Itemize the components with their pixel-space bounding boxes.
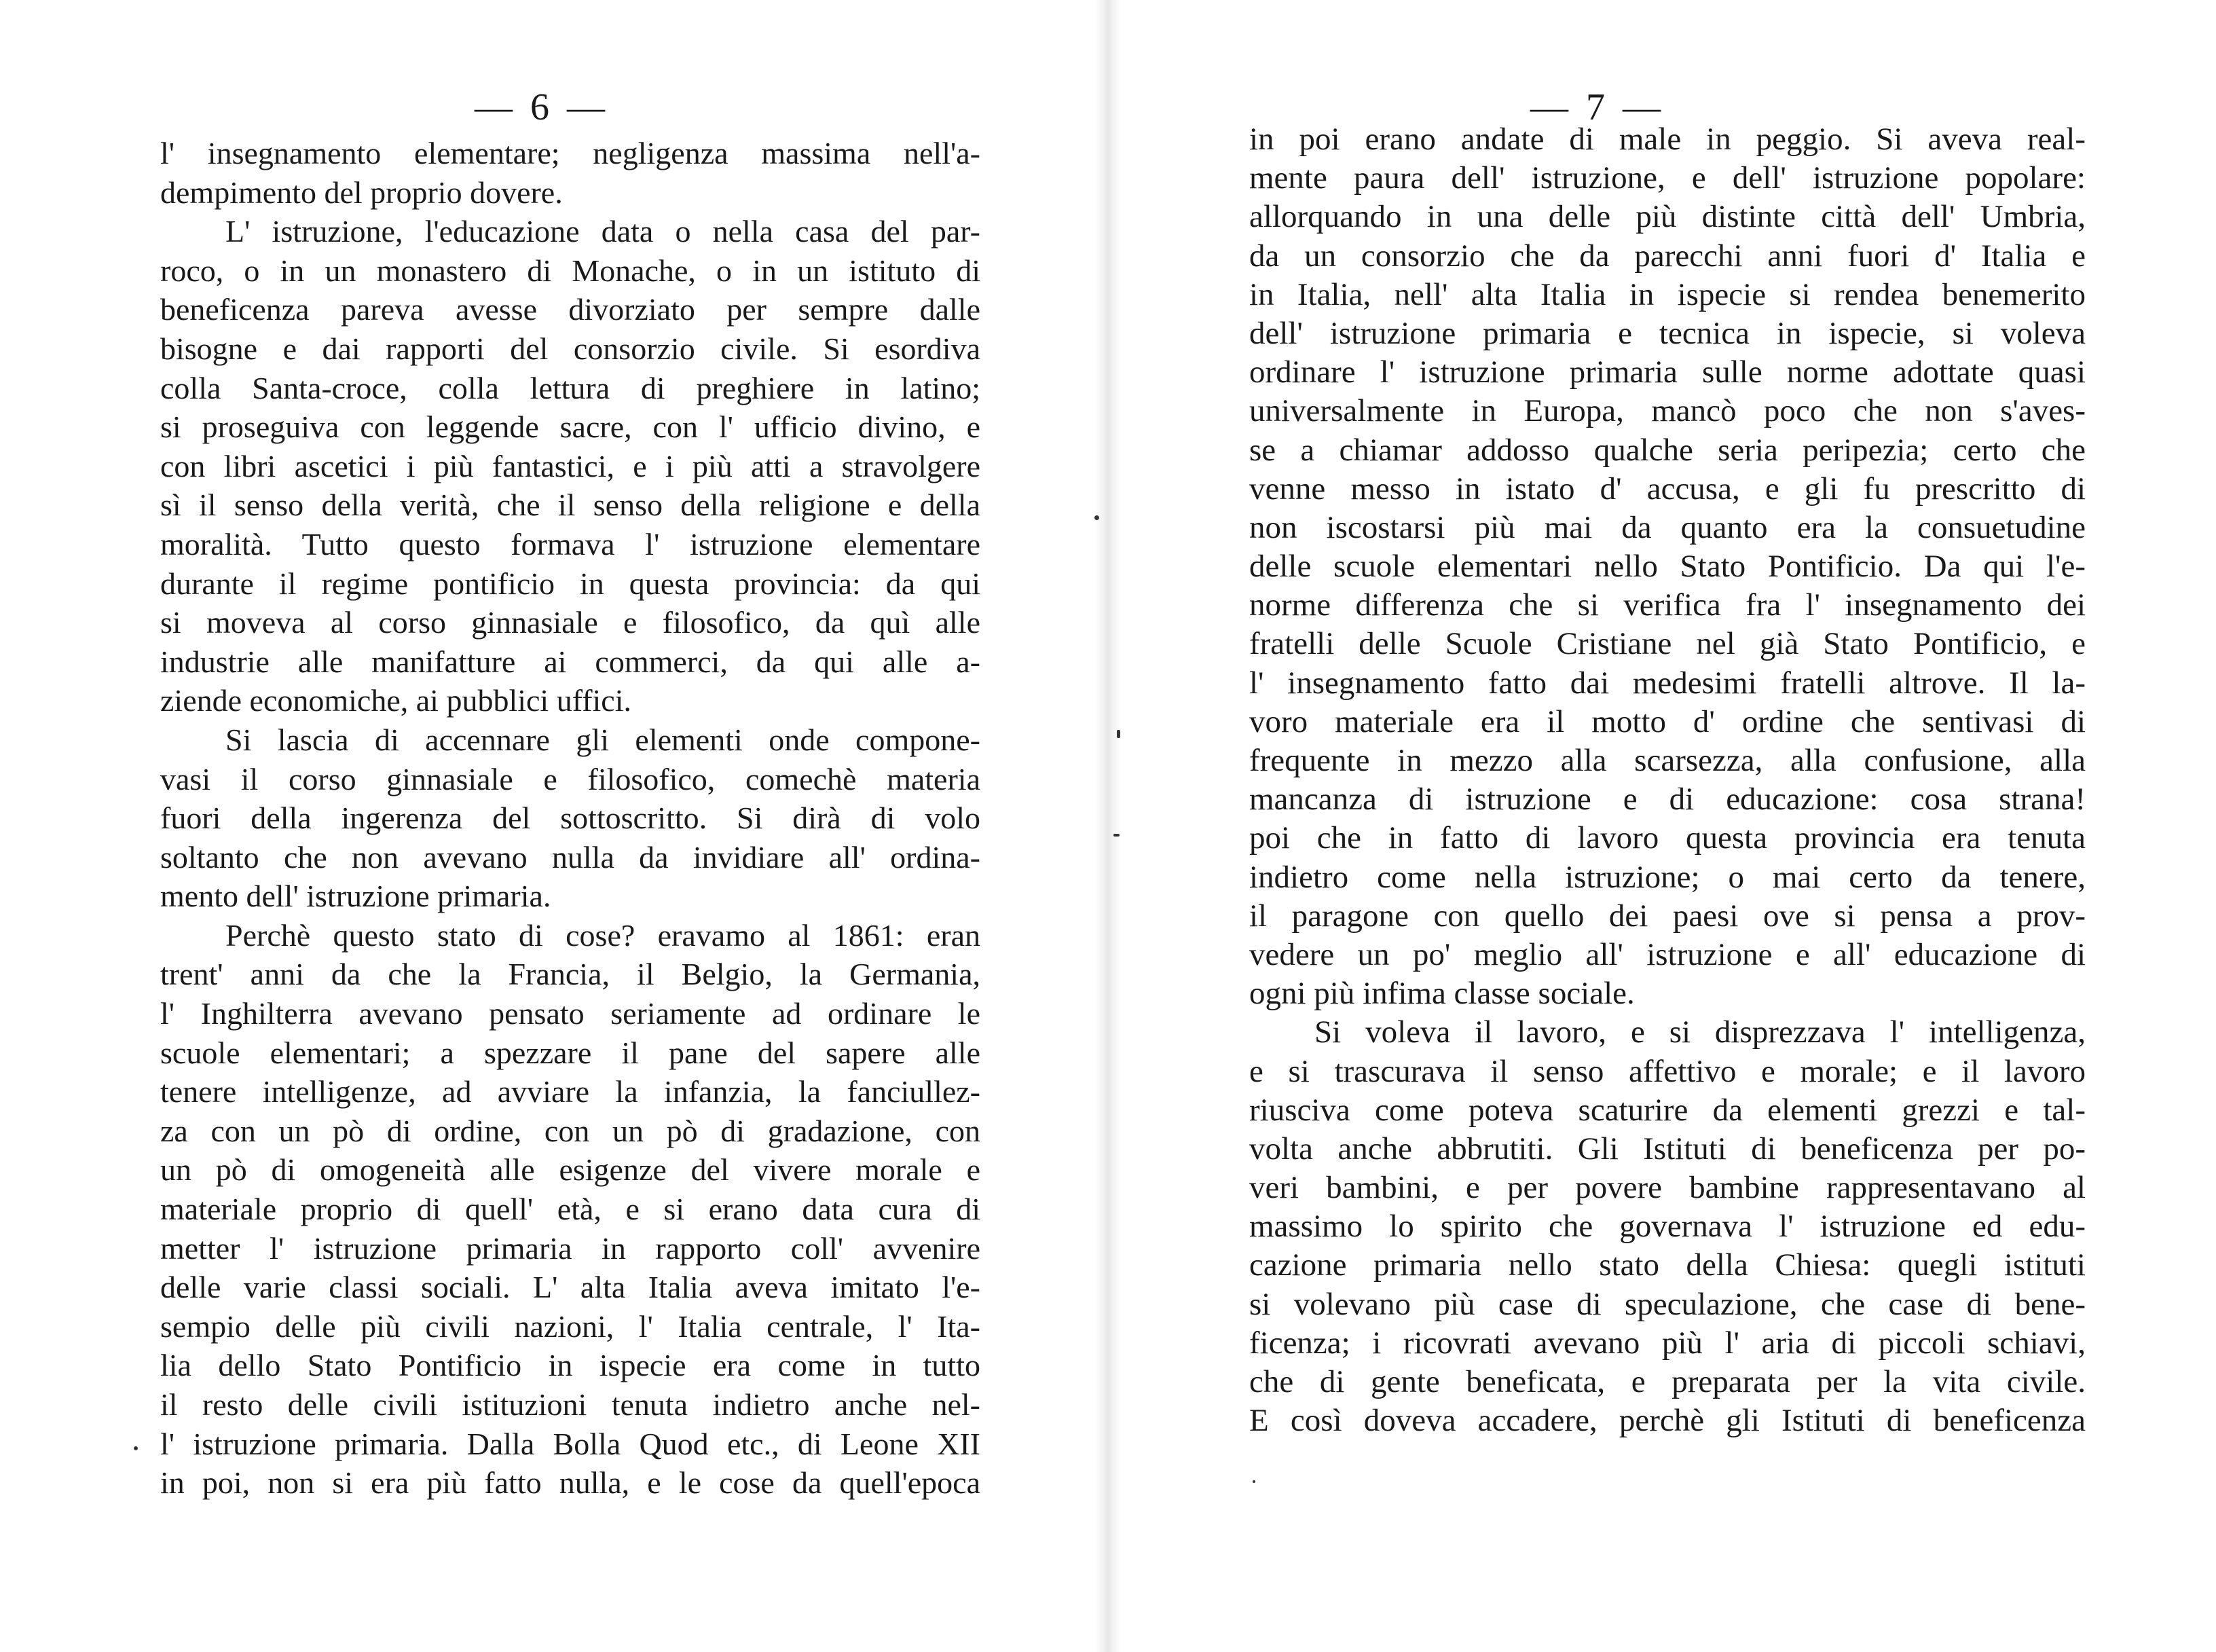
text-line: si proseguiva con leggende sacre, con l' ufficio divino, e [160, 409, 980, 445]
text-line: tenere intelligenze, ad avviare la infanzia, la fanciullez- [160, 1074, 980, 1109]
text-line: fratelli delle Scuole Cristiane nel già Stato Pontificio, e [1249, 626, 2086, 662]
text-line: massimo lo spirito che governava l' istruzione ed edu- [1249, 1209, 2086, 1245]
text-line: il paragone con quello dei paesi ove si pensa a prov- [1249, 898, 2086, 934]
ink-speck [134, 1446, 138, 1450]
text-line: norme differenza che si verifica fra l' insegnamento dei [1249, 587, 2086, 623]
text-line: mente paura dell' istruzione, e dell' istruzione popolare: [1249, 160, 2086, 196]
text-line: lia dello Stato Pontificio in ispecie era come in tutto [160, 1348, 980, 1383]
text-line: za con un pò di ordine, con un pò di gradazione, con [160, 1113, 980, 1148]
book-gutter [1094, 0, 1122, 1652]
text-line: allorquando in una delle più distinte città dell' Umbria, [1249, 199, 2086, 235]
text-line: frequente in mezzo alla scarsezza, alla confusione, alla [1249, 743, 2086, 778]
text-line: che di gente beneficata, e preparata per la vita civile. [1249, 1364, 2086, 1399]
text-line: in poi erano andate di male in peggio. Si aveva real- [1249, 122, 2086, 157]
page-number-left: — 6 — [475, 86, 609, 128]
text-line: L' istruzione, l'educazione data o nella casa del par- [225, 214, 980, 249]
text-line: delle scuole elementari nello Stato Pontificio. Da qui l'e- [1249, 549, 2086, 585]
text-line: colla Santa-croce, colla lettura di preghiere in latino; [160, 370, 980, 405]
ink-speck [1117, 730, 1120, 738]
page-number-right: — 7 — [1530, 86, 1665, 128]
text-line: trent' anni da che la Francia, il Belgio, la Germania, [160, 957, 980, 992]
text-line: voro materiale era il motto d' ordine che sentivasi di [1249, 703, 2086, 739]
text-line: l' insegnamento fatto dai medesimi fratelli altrove. Il la- [1249, 665, 2086, 701]
text-line: Si voleva il lavoro, e si disprezzava l' intelligenza, [1314, 1014, 2086, 1050]
text-line: scuole elementari; a spezzare il pane del sapere alle [160, 1035, 980, 1070]
text-line: delle varie classi sociali. L' alta Italia aveva imitato l'e- [160, 1270, 980, 1305]
text-line: l' Inghilterra avevano pensato seriamente ad ordinare le [160, 996, 980, 1031]
text-line: Si lascia di accennare gli elementi onde compone- [225, 722, 980, 757]
text-line: l' istruzione primaria. Dalla Bolla Quod etc., di Leone XII [160, 1426, 980, 1461]
text-line: il resto delle civili istituzioni tenuta indietro anche nel- [160, 1387, 980, 1422]
text-line: veri bambini, e per povere bambine rappresentavano al [1249, 1170, 2086, 1206]
left-page-text [160, 134, 980, 1503]
text-line: indietro come nella istruzione; o mai certo da tenere, [1249, 859, 2086, 895]
text-line: fuori della ingerenza del sottoscritto. Si dirà di volo [160, 801, 980, 836]
text-line: con libri ascetici i più fantastici, e i più atti a stravolgere [160, 448, 980, 483]
text-line: vedere un po' meglio all' istruzione e all' educazione di [1249, 936, 2086, 972]
text-line: venne messo in istato d' accusa, e gli fu prescritto di [1249, 471, 2086, 507]
right-page-text [1249, 120, 2086, 1440]
ink-speck [1253, 1480, 1255, 1483]
text-line: materiale proprio di quell' età, e si erano data cura di [160, 1192, 980, 1227]
text-line: roco, o in un monastero di Monache, o in un istituto di [160, 253, 980, 288]
text-line: industrie alle manifatture ai commerci, da qui alle a- [160, 644, 980, 679]
text-line: l' insegnamento elementare; negligenza massima nell'a- [160, 136, 980, 170]
text-line: bisogne e dai rapporti del consorzio civile. Si esordiva [160, 331, 980, 366]
text-line: se a chiamar addosso qualche seria peripezia; certo che [1249, 432, 2086, 468]
text-line: cazione primaria nello stato della Chiesa: quegli istituti [1249, 1247, 2086, 1283]
text-line: vasi il corso ginnasiale e filosofico, comechè materia [160, 761, 980, 796]
text-line: riusciva come poteva scaturire da elementi grezzi e tal- [1249, 1092, 2086, 1128]
text-line: si volevano più case di speculazione, che case di bene- [1249, 1286, 2086, 1322]
text-line: e si trascurava il senso affettivo e morale; e il lavoro [1249, 1053, 2086, 1089]
text-line: in poi, non si era più fatto nulla, e le cose da quell'epoca [160, 1465, 980, 1501]
text-line: ogni più infima classe sociale. [1249, 976, 1635, 1012]
text-line: dempimento del proprio dovere. [160, 175, 563, 210]
text-line: poi che in fatto di lavoro questa provincia era tenuta [1249, 820, 2086, 856]
right-page [1122, 0, 2216, 1652]
left-page [0, 0, 1094, 1652]
text-line: ziende economiche, ai pubblici uffici. [160, 683, 631, 718]
text-line: durante il regime pontificio in questa provincia: da qui [160, 566, 980, 601]
text-line: ficenza; i ricovrati avevano più l' aria di piccoli schiavi, [1249, 1325, 2086, 1361]
text-line: in Italia, nell' alta Italia in ispecie si rendea benemerito [1249, 276, 2086, 312]
text-line: moralità. Tutto questo formava l' istruzione elementare [160, 526, 980, 562]
text-line: mancanza di istruzione e di educazione: cosa strana! [1249, 782, 2086, 818]
text-line: soltanto che non avevano nulla da invidiare all' ordina- [160, 839, 980, 875]
text-line: sempio delle più civili nazioni, l' Italia centrale, l' Ita- [160, 1308, 980, 1344]
text-line: ordinare l' istruzione primaria sulle norme adottate quasi [1249, 354, 2086, 390]
text-line: un pò di omogeneità alle esigenze del vivere morale e [160, 1152, 980, 1188]
ink-speck [1113, 834, 1120, 837]
text-line: Perchè questo stato di cose? eravamo al 1861: eran [225, 917, 980, 953]
text-line: universalmente in Europa, mancò poco che non s'aves- [1249, 393, 2086, 429]
text-line: sì il senso della verità, che il senso della religione e della [160, 488, 980, 523]
text-line: si moveva al corso ginnasiale e filosofico, da quì alle [160, 605, 980, 640]
text-line: da un consorzio che da parecchi anni fuori d' Italia e [1249, 238, 2086, 274]
text-line: beneficenza pareva avesse divorziato per sempre dalle [160, 292, 980, 327]
ink-speck [1094, 515, 1099, 520]
text-line: mento dell' istruzione primaria. [160, 879, 551, 914]
text-line: metter l' istruzione primaria in rapporto coll' avvenire [160, 1230, 980, 1266]
text-line: non iscostarsi più mai da quanto era la consuetudine [1249, 509, 2086, 545]
text-line: dell' istruzione primaria e tecnica in ispecie, si voleva [1249, 315, 2086, 351]
text-line: volta anche abbrutiti. Gli Istituti di beneficenza per po- [1249, 1131, 2086, 1167]
text-line: E così doveva accadere, perchè gli Istituti di beneficenza [1249, 1403, 2086, 1439]
